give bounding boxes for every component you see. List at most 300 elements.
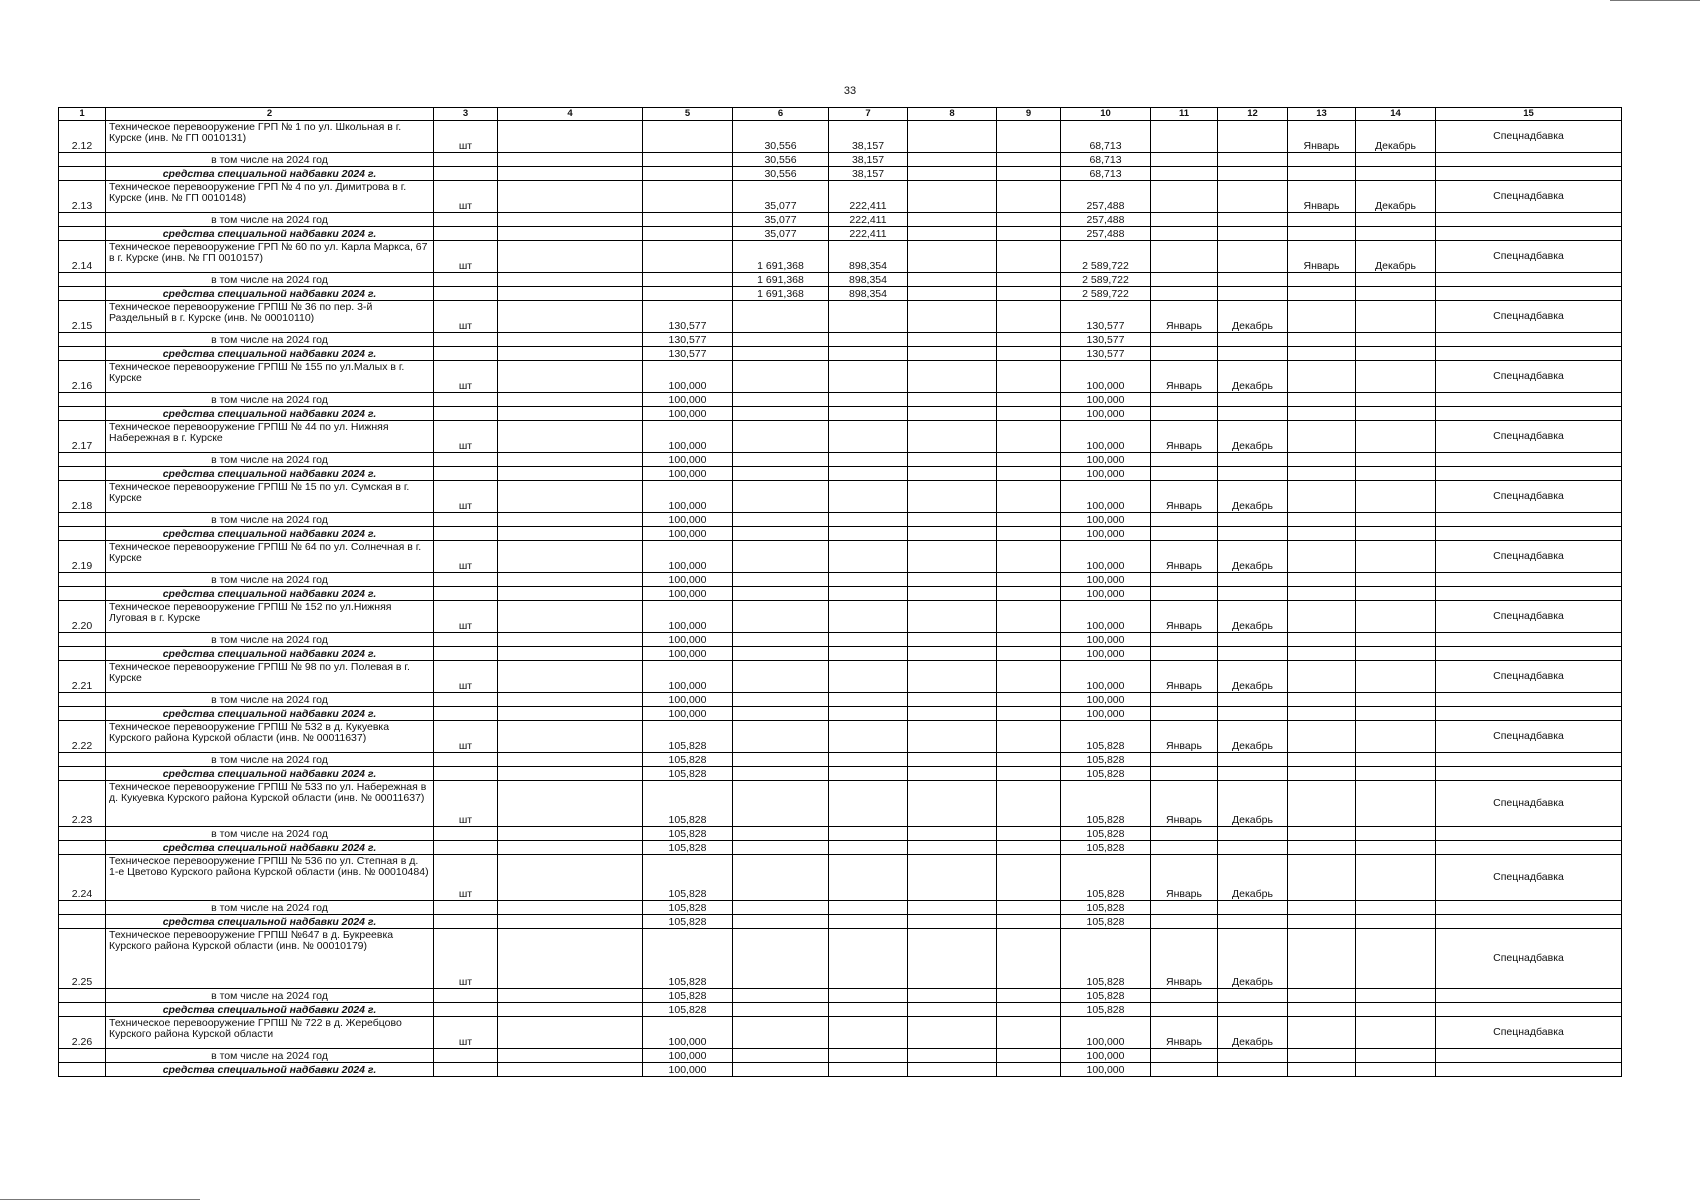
unit-cell: шт xyxy=(434,421,498,453)
funding-source: Спецнадбавка xyxy=(1436,855,1622,901)
col-12-month xyxy=(1218,241,1288,273)
col-9-cell xyxy=(997,647,1061,661)
col-15-cell xyxy=(1436,467,1622,481)
col-9-cell xyxy=(997,1003,1061,1017)
col-4-cell xyxy=(498,273,643,287)
col-7-value: 898,354 xyxy=(829,241,908,273)
col-5-value xyxy=(643,121,733,153)
col-8-cell xyxy=(908,167,997,181)
col-4-cell xyxy=(498,1003,643,1017)
col-7-value xyxy=(829,1063,908,1077)
unit-cell: шт xyxy=(434,541,498,573)
col-4-cell xyxy=(498,121,643,153)
col-8-cell xyxy=(908,513,997,527)
col-9-cell xyxy=(997,1063,1061,1077)
col-5-value xyxy=(643,213,733,227)
col-7-value xyxy=(829,915,908,929)
col-8-cell xyxy=(908,841,997,855)
col-7-value xyxy=(829,989,908,1003)
table-row xyxy=(59,541,1622,573)
col-6-value xyxy=(733,481,829,513)
funding-source: Спецнадбавка xyxy=(1436,601,1622,633)
col-14-cell xyxy=(1356,167,1436,181)
col-7-value xyxy=(829,781,908,827)
item-number: 2.13 xyxy=(59,181,106,213)
col-5-value: 100,000 xyxy=(643,527,733,541)
col-6-value xyxy=(733,661,829,693)
total-value: 68,713 xyxy=(1061,153,1151,167)
subtotal-row xyxy=(59,1049,1622,1063)
col-6-value xyxy=(733,915,829,929)
col-11-cell xyxy=(1151,347,1218,361)
subtotal-row xyxy=(59,513,1622,527)
item-number-empty xyxy=(59,753,106,767)
col-5-value: 130,577 xyxy=(643,333,733,347)
col-12-month: Декабрь xyxy=(1218,301,1288,333)
item-number-empty xyxy=(59,407,106,421)
col-8-cell xyxy=(908,333,997,347)
col-12-cell xyxy=(1218,753,1288,767)
subtotal-row-label: в том числе на 2024 год xyxy=(106,693,434,707)
total-value: 100,000 xyxy=(1061,573,1151,587)
total-value: 100,000 xyxy=(1061,541,1151,573)
col-12-cell xyxy=(1218,633,1288,647)
col-6-value: 30,556 xyxy=(733,121,829,153)
col-13-month xyxy=(1288,661,1356,693)
subtotal-row-label: в том числе на 2024 год xyxy=(106,333,434,347)
total-value: 257,488 xyxy=(1061,227,1151,241)
col-7-value xyxy=(829,527,908,541)
col-5-value: 100,000 xyxy=(643,633,733,647)
col-12-month: Декабрь xyxy=(1218,721,1288,753)
unit-empty xyxy=(434,527,498,541)
col-12-month: Декабрь xyxy=(1218,481,1288,513)
col-12-cell xyxy=(1218,989,1288,1003)
col-9-cell xyxy=(997,661,1061,693)
col-12-cell xyxy=(1218,1003,1288,1017)
item-number-empty xyxy=(59,767,106,781)
column-header: 10 xyxy=(1061,108,1151,121)
unit-cell: шт xyxy=(434,601,498,633)
col-8-cell xyxy=(908,1017,997,1049)
col-15-cell xyxy=(1436,1003,1622,1017)
col-5-value: 100,000 xyxy=(643,393,733,407)
col-12-month: Декабрь xyxy=(1218,781,1288,827)
unit-empty xyxy=(434,287,498,301)
col-7-value xyxy=(829,301,908,333)
column-header: 7 xyxy=(829,108,908,121)
special-fund-row xyxy=(59,287,1622,301)
col-6-value xyxy=(733,407,829,421)
total-value: 100,000 xyxy=(1061,393,1151,407)
col-7-value: 898,354 xyxy=(829,287,908,301)
col-4-cell xyxy=(498,901,643,915)
col-15-cell xyxy=(1436,227,1622,241)
col-6-value xyxy=(733,707,829,721)
col-13-month xyxy=(1288,361,1356,393)
col-13-cell xyxy=(1288,647,1356,661)
special-fund-row-label: средства специальной надбавки 2024 г. xyxy=(106,915,434,929)
col-4-cell xyxy=(498,453,643,467)
col-11-cell xyxy=(1151,753,1218,767)
col-5-value: 100,000 xyxy=(643,481,733,513)
col-8-cell xyxy=(908,1049,997,1063)
col-9-cell xyxy=(997,301,1061,333)
item-number-empty xyxy=(59,989,106,1003)
col-14-month xyxy=(1356,855,1436,901)
col-13-cell xyxy=(1288,587,1356,601)
col-8-cell xyxy=(908,707,997,721)
col-8-cell xyxy=(908,241,997,273)
col-13-month: Январь xyxy=(1288,121,1356,153)
col-7-value xyxy=(829,421,908,453)
item-number: 2.18 xyxy=(59,481,106,513)
col-9-cell xyxy=(997,573,1061,587)
col-6-value xyxy=(733,841,829,855)
col-13-cell xyxy=(1288,1063,1356,1077)
item-description: Техническое перевооружение ГРПШ № 155 по ул.Малых в г. Курске xyxy=(106,361,434,393)
unit-empty xyxy=(434,841,498,855)
table-row xyxy=(59,929,1622,989)
col-7-value: 222,411 xyxy=(829,227,908,241)
unit-empty xyxy=(434,753,498,767)
subtotal-row-label: в том числе на 2024 год xyxy=(106,989,434,1003)
funding-source: Спецнадбавка xyxy=(1436,481,1622,513)
col-5-value: 105,828 xyxy=(643,1003,733,1017)
col-5-value: 100,000 xyxy=(643,453,733,467)
column-header: 4 xyxy=(498,108,643,121)
special-fund-row xyxy=(59,167,1622,181)
total-value: 100,000 xyxy=(1061,421,1151,453)
col-7-value xyxy=(829,647,908,661)
unit-empty xyxy=(434,213,498,227)
col-11-cell xyxy=(1151,453,1218,467)
col-14-cell xyxy=(1356,647,1436,661)
col-4-cell xyxy=(498,587,643,601)
unit-cell: шт xyxy=(434,1017,498,1049)
col-4-cell xyxy=(498,333,643,347)
col-6-value xyxy=(733,1049,829,1063)
special-fund-row-label: средства специальной надбавки 2024 г. xyxy=(106,227,434,241)
col-4-cell xyxy=(498,407,643,421)
col-13-cell xyxy=(1288,407,1356,421)
subtotal-row-label: в том числе на 2024 год xyxy=(106,633,434,647)
col-4-cell xyxy=(498,361,643,393)
col-5-value: 105,828 xyxy=(643,753,733,767)
item-number-empty xyxy=(59,647,106,661)
col-11-month: Январь xyxy=(1151,929,1218,989)
col-14-month xyxy=(1356,929,1436,989)
col-13-month xyxy=(1288,781,1356,827)
col-13-month xyxy=(1288,301,1356,333)
col-8-cell xyxy=(908,121,997,153)
col-11-month: Январь xyxy=(1151,1017,1218,1049)
total-value: 100,000 xyxy=(1061,361,1151,393)
col-11-cell xyxy=(1151,213,1218,227)
unit-empty xyxy=(434,407,498,421)
item-description: Техническое перевооружение ГРПШ № 533 по ул. Набережная в д. Кукуевка Курского района Курской области (инв. № 00011637) xyxy=(106,781,434,827)
funding-source: Спецнадбавка xyxy=(1436,1017,1622,1049)
col-6-value xyxy=(733,467,829,481)
total-value: 100,000 xyxy=(1061,1017,1151,1049)
special-fund-row-label: средства специальной надбавки 2024 г. xyxy=(106,841,434,855)
total-value: 257,488 xyxy=(1061,213,1151,227)
col-11-cell xyxy=(1151,273,1218,287)
item-number-empty xyxy=(59,273,106,287)
col-8-cell xyxy=(908,227,997,241)
col-14-month: Декабрь xyxy=(1356,241,1436,273)
col-6-value xyxy=(733,1063,829,1077)
col-15-cell xyxy=(1436,333,1622,347)
col-7-value xyxy=(829,767,908,781)
subtotal-row-label: в том числе на 2024 год xyxy=(106,393,434,407)
col-5-value xyxy=(643,241,733,273)
col-15-cell xyxy=(1436,393,1622,407)
col-13-month: Январь xyxy=(1288,241,1356,273)
col-14-cell xyxy=(1356,407,1436,421)
col-14-month xyxy=(1356,661,1436,693)
col-7-value xyxy=(829,929,908,989)
subtotal-row xyxy=(59,901,1622,915)
col-13-month xyxy=(1288,1017,1356,1049)
col-11-cell xyxy=(1151,841,1218,855)
total-value: 100,000 xyxy=(1061,453,1151,467)
col-14-cell xyxy=(1356,1063,1436,1077)
col-6-value xyxy=(733,633,829,647)
col-5-value: 100,000 xyxy=(643,361,733,393)
column-header: 6 xyxy=(733,108,829,121)
col-15-cell xyxy=(1436,693,1622,707)
unit-empty xyxy=(434,633,498,647)
special-fund-row-label: средства специальной надбавки 2024 г. xyxy=(106,767,434,781)
col-12-cell xyxy=(1218,153,1288,167)
col-12-cell xyxy=(1218,707,1288,721)
item-description: Техническое перевооружение ГРПШ № 15 по ул. Сумская в г. Курске xyxy=(106,481,434,513)
total-value: 2 589,722 xyxy=(1061,287,1151,301)
table-row xyxy=(59,481,1622,513)
col-6-value: 35,077 xyxy=(733,213,829,227)
unit-empty xyxy=(434,513,498,527)
col-7-value xyxy=(829,393,908,407)
col-6-value xyxy=(733,827,829,841)
col-14-cell xyxy=(1356,693,1436,707)
col-14-month xyxy=(1356,781,1436,827)
funding-source: Спецнадбавка xyxy=(1436,301,1622,333)
item-number-empty xyxy=(59,827,106,841)
item-number: 2.25 xyxy=(59,929,106,989)
total-value: 2 589,722 xyxy=(1061,273,1151,287)
col-5-value: 130,577 xyxy=(643,301,733,333)
col-9-cell xyxy=(997,707,1061,721)
col-8-cell xyxy=(908,181,997,213)
item-number: 2.23 xyxy=(59,781,106,827)
col-14-month xyxy=(1356,481,1436,513)
col-15-cell xyxy=(1436,573,1622,587)
unit-cell: шт xyxy=(434,361,498,393)
col-6-value: 35,077 xyxy=(733,227,829,241)
col-7-value: 898,354 xyxy=(829,273,908,287)
col-12-month: Декабрь xyxy=(1218,855,1288,901)
item-number-empty xyxy=(59,901,106,915)
col-15-cell xyxy=(1436,347,1622,361)
total-value: 105,828 xyxy=(1061,841,1151,855)
item-number-empty xyxy=(59,393,106,407)
col-5-value: 105,828 xyxy=(643,929,733,989)
special-fund-row xyxy=(59,915,1622,929)
col-13-cell xyxy=(1288,767,1356,781)
col-4-cell xyxy=(498,661,643,693)
col-14-cell xyxy=(1356,707,1436,721)
col-12-cell xyxy=(1218,1063,1288,1077)
total-value: 130,577 xyxy=(1061,333,1151,347)
col-9-cell xyxy=(997,213,1061,227)
col-8-cell xyxy=(908,647,997,661)
col-12-cell xyxy=(1218,767,1288,781)
col-11-cell xyxy=(1151,527,1218,541)
col-6-value xyxy=(733,541,829,573)
col-7-value xyxy=(829,481,908,513)
item-description: Техническое перевооружение ГРПШ № 64 по ул. Солнечная в г. Курске xyxy=(106,541,434,573)
col-6-value xyxy=(733,587,829,601)
col-12-cell xyxy=(1218,647,1288,661)
col-9-cell xyxy=(997,167,1061,181)
col-8-cell xyxy=(908,541,997,573)
col-13-cell xyxy=(1288,573,1356,587)
item-description: Техническое перевооружение ГРПШ № 722 в д. Жеребцово Курского района Курской области xyxy=(106,1017,434,1049)
col-5-value xyxy=(643,181,733,213)
col-7-value xyxy=(829,407,908,421)
special-fund-row xyxy=(59,227,1622,241)
col-7-value xyxy=(829,855,908,901)
col-11-cell xyxy=(1151,901,1218,915)
col-13-cell xyxy=(1288,227,1356,241)
col-9-cell xyxy=(997,601,1061,633)
col-12-month: Декабрь xyxy=(1218,1017,1288,1049)
col-13-month xyxy=(1288,481,1356,513)
col-4-cell xyxy=(498,707,643,721)
table-row xyxy=(59,1017,1622,1049)
col-7-value xyxy=(829,1049,908,1063)
col-6-value xyxy=(733,601,829,633)
col-7-value xyxy=(829,333,908,347)
col-11-month xyxy=(1151,241,1218,273)
item-number: 2.14 xyxy=(59,241,106,273)
col-12-month: Декабрь xyxy=(1218,661,1288,693)
col-14-cell xyxy=(1356,767,1436,781)
col-9-cell xyxy=(997,241,1061,273)
col-9-cell xyxy=(997,421,1061,453)
col-14-cell xyxy=(1356,901,1436,915)
item-number: 2.15 xyxy=(59,301,106,333)
col-5-value: 100,000 xyxy=(643,647,733,661)
col-5-value: 100,000 xyxy=(643,541,733,573)
unit-empty xyxy=(434,167,498,181)
col-5-value: 100,000 xyxy=(643,587,733,601)
col-15-cell xyxy=(1436,901,1622,915)
col-11-cell xyxy=(1151,587,1218,601)
col-5-value: 100,000 xyxy=(643,707,733,721)
subtotal-row xyxy=(59,827,1622,841)
item-number-empty xyxy=(59,453,106,467)
item-number: 2.24 xyxy=(59,855,106,901)
col-13-cell xyxy=(1288,915,1356,929)
total-value: 100,000 xyxy=(1061,633,1151,647)
special-fund-row xyxy=(59,527,1622,541)
col-9-cell xyxy=(997,181,1061,213)
col-14-cell xyxy=(1356,753,1436,767)
unit-empty xyxy=(434,647,498,661)
col-4-cell xyxy=(498,929,643,989)
col-9-cell xyxy=(997,841,1061,855)
item-number-empty xyxy=(59,347,106,361)
col-8-cell xyxy=(908,855,997,901)
special-fund-row xyxy=(59,707,1622,721)
col-15-cell xyxy=(1436,1049,1622,1063)
special-fund-row-label: средства специальной надбавки 2024 г. xyxy=(106,587,434,601)
col-5-value: 105,828 xyxy=(643,781,733,827)
col-4-cell xyxy=(498,693,643,707)
col-11-month xyxy=(1151,181,1218,213)
col-9-cell xyxy=(997,361,1061,393)
col-11-month: Январь xyxy=(1151,721,1218,753)
col-8-cell xyxy=(908,453,997,467)
col-9-cell xyxy=(997,901,1061,915)
col-6-value xyxy=(733,721,829,753)
col-7-value xyxy=(829,467,908,481)
col-12-cell xyxy=(1218,527,1288,541)
subtotal-row xyxy=(59,393,1622,407)
table-row xyxy=(59,181,1622,213)
col-15-cell xyxy=(1436,915,1622,929)
col-7-value xyxy=(829,721,908,753)
col-9-cell xyxy=(997,121,1061,153)
item-number-empty xyxy=(59,513,106,527)
col-9-cell xyxy=(997,827,1061,841)
col-11-cell xyxy=(1151,153,1218,167)
col-8-cell xyxy=(908,407,997,421)
table-row xyxy=(59,241,1622,273)
col-8-cell xyxy=(908,1003,997,1017)
col-13-cell xyxy=(1288,901,1356,915)
item-number-empty xyxy=(59,227,106,241)
item-number-empty xyxy=(59,287,106,301)
col-9-cell xyxy=(997,273,1061,287)
col-5-value: 105,828 xyxy=(643,827,733,841)
col-6-value xyxy=(733,693,829,707)
col-5-value: 105,828 xyxy=(643,915,733,929)
col-14-cell xyxy=(1356,213,1436,227)
col-11-cell xyxy=(1151,1049,1218,1063)
funding-source: Спецнадбавка xyxy=(1436,241,1622,273)
total-value: 68,713 xyxy=(1061,121,1151,153)
col-14-cell xyxy=(1356,915,1436,929)
item-number-empty xyxy=(59,841,106,855)
col-8-cell xyxy=(908,301,997,333)
item-description: Техническое перевооружение ГРПШ № 536 по ул. Степная в д. 1-е Цветово Курского района Курской области (инв. № 00010484) xyxy=(106,855,434,901)
col-4-cell xyxy=(498,915,643,929)
page-number: 33 xyxy=(843,85,857,97)
item-number: 2.19 xyxy=(59,541,106,573)
col-6-value: 35,077 xyxy=(733,181,829,213)
col-8-cell xyxy=(908,527,997,541)
item-number: 2.12 xyxy=(59,121,106,153)
col-13-month xyxy=(1288,721,1356,753)
special-fund-row xyxy=(59,647,1622,661)
subtotal-row-label: в том числе на 2024 год xyxy=(106,901,434,915)
col-9-cell xyxy=(997,781,1061,827)
col-12-cell xyxy=(1218,901,1288,915)
subtotal-row-label: в том числе на 2024 год xyxy=(106,453,434,467)
